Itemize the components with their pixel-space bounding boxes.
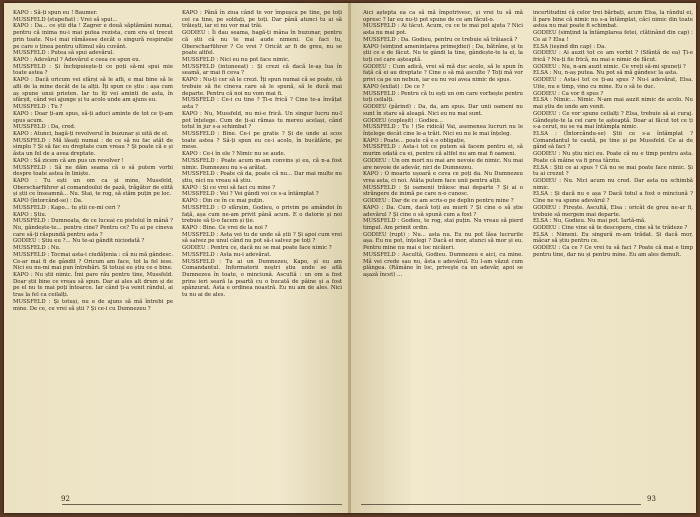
dialogue-paragraph: GODIEU : Ce vor spune ceilalți ? Elsa, trebuie să ai curaj. Gândește-te la cei care te așteaptă. Doar ai făcut tot ce ți s-a cerut, nu se va mai întâmpla nimic. bbox=[533, 110, 693, 131]
dialogue-paragraph: KAPO : Dacă oricum vei sfârși să le afli, e mai bine să le afli de la mine decât de la alții. Îți spun ce știu : așa cum aș spune unui prieten. Iar tu îți vei aminti de asta, în sfârșit, când vei ajunge și tu acolo unde am ajuns eu. bbox=[13, 77, 173, 104]
dialogue-paragraph: Aici aștepta ea ca să mă împotrivesc, și vrei tu să mă opresc ? Iar eu nu-ți pot spune de ce am făcut-o. bbox=[363, 10, 523, 23]
dialogue-paragraph: GODIEU (copleșit) : Godieu... bbox=[363, 117, 443, 124]
dialogue-paragraph: MUSSFELD : Da, cred. bbox=[13, 124, 76, 131]
dialogue-paragraph: ELSA : (Întorcându-se) Știi ce s-a întâmplat ? Comandantul te caută, pe tine și pe Mussfeld. Ce ai de gând să faci ? bbox=[533, 130, 693, 151]
dialogue-paragraph: KAPO : Să-ți spun eu ! Baumer. bbox=[13, 10, 98, 16]
dialogue-paragraph: GODIEU : Un om mort nu mai are nevoie de nimic. Nu mai are nevoie de adevăr, nici de Dumnezeu. bbox=[363, 157, 523, 171]
dialogue-paragraph: MUSSFELD : Poate că da, poate că nu... Dar mai multe nu știu, nici nu vreau să știu. bbox=[182, 171, 342, 184]
dialogue-paragraph: MUSSFELD (intuneeat) : Și crezi că dacă le-aș lua în seamă, ar mai fi ceva ? bbox=[182, 63, 342, 77]
page-number-right: 93 bbox=[647, 495, 656, 503]
dialogue-paragraph: MUSSFELD : Kapo... tu știi ce-mi ceri ? bbox=[13, 204, 121, 211]
left-page bbox=[4, 3, 349, 513]
dialogue-paragraph: ELSA : Și dacă nu e așa ? Dacă totul a fost o minciună ? Cine ne va spune adevărul ? bbox=[533, 191, 693, 205]
footer-rule-right bbox=[361, 504, 641, 505]
dialogue-paragraph: MUSSFELD : Ce-i cu tine ? Ți-e frică ? Cine te-a învățat asta ? bbox=[182, 97, 342, 111]
dialogue-paragraph: incertitudini că celor trei bărbați, acum Elsa, la rândul ei, îi pare bine că nimic nu s-a întâmplat, căci nimic din toate astea nu mai poate fi schimbat. bbox=[533, 10, 693, 30]
dialogue-paragraph: MUSSFELD : Ascultă, Godieu. Dumnezeu e aici, cu mine. Mă vei crede sau nu, ăsta e adevărul. Eu l-am văzut cum plângea. (Rămâne în loc, priveşte ca un adevăr, apoi se aşază încet) ... bbox=[363, 251, 523, 279]
dialogue-paragraph: KAPO : Și ce vrei să faci cu mine ? bbox=[182, 184, 276, 191]
dialogue-paragraph: KAPO : Adevărul ? Adevărul e ceea ce spun eu. bbox=[13, 57, 141, 64]
right-page-column-1 bbox=[363, 10, 523, 279]
dialogue-paragraph: GODIEU : Știu eu ?... Nu te-ai gândit niciodată ? bbox=[13, 238, 145, 245]
dialogue-paragraph: ELSA : Nu, n-aș putea. Nu pot să mă gândesc la asta. bbox=[533, 70, 678, 77]
dialogue-paragraph: ELSA (ieșind din cap) : Da. bbox=[533, 43, 606, 50]
left-page-column-2 bbox=[182, 10, 342, 299]
dialogue-paragraph: GODIEU : Nu, n-am auzit nimic. Ce vreți să-mi spuneți ? bbox=[533, 63, 686, 70]
dialogue-paragraph: MUSSFELD : Asta vei tu de unde să știi ? Și apoi cum vrei să salvez pe unul când nu pot să-i salvez pe toți ? bbox=[182, 231, 342, 245]
dialogue-paragraph: KAPO : Să zicem că am pus un revolver ! bbox=[13, 157, 124, 164]
page-number-left: 92 bbox=[61, 495, 70, 503]
dialogue-paragraph: GODIEU : Pentru ce, dacă nu se mai poate face nimic ? bbox=[182, 245, 332, 252]
left-page-column-1 bbox=[13, 10, 173, 312]
dialogue-paragraph: GODIEU : Ai auzit tot ce am vorbit ? (Sfântă de ea) Ți-e frică ? Nu-ți fie frică, nu mai e nimic de făcut. bbox=[533, 50, 693, 64]
dialogue-paragraph: MUSSFELD : Dumneata, de ce luceai cu pistolul în mână ? Nu, gândește-te... pentru cine? Pentru ce? Tu ai pe cineva care să-ți răspundă pentru asta ? bbox=[13, 218, 173, 238]
dialogue-paragraph: MUSSFELD : Tocmai asta-i ciudățenia : că nu mă gândesc. Ce-ar mai fi de gândit ? Oricum am face, tot la fel iese. Nici eu nu-mi mai pun întrebări. Și totuși eu știu ce e bine. bbox=[13, 251, 173, 272]
dialogue-paragraph: MUSSFELD : Asta-i tot ce putem să facem pentru ei, să murim odată cu ei, pentru că altfel nu am mai fi oameni. bbox=[363, 144, 523, 158]
dialogue-paragraph: GODIEU : Ca ce ? Ce vrei tu să faci ? Poate că mai e timp pentru tine, dar nu și pentru mine. Eu am ales demult. bbox=[533, 245, 693, 258]
dialogue-paragraph: KAPO : Ce-i în ele ? Nimic nu se aude. bbox=[182, 151, 286, 158]
dialogue-paragraph: MUSSFELD : Godieu, te rog, stai puțin. Nu vreau să pierd timpul. Am primit ordin. bbox=[363, 218, 523, 231]
dialogue-paragraph: MUSSFELD : Putea să spui adevărul. bbox=[13, 50, 115, 57]
dialogue-paragraph: MUSSFELD : Asta nu-i adevărat. bbox=[182, 251, 272, 258]
dialogue-paragraph: ELSA : Nimic... Nimic. N-am mai auzit nimic de acolo. Nu mai știu de unde am venit. bbox=[533, 97, 693, 111]
dialogue-paragraph: GODIEU : Cine vine să te descopere, cine să te trădeze ? bbox=[533, 225, 688, 231]
dialogue-paragraph: MUSSFELD : Nici eu nu pot face nimic. bbox=[182, 57, 290, 64]
dialogue-paragraph: KAPO : Da. Cum, dacă toți au murit ? Și cine o să știe adevărul ? Și cine o să spună cum a fost ? bbox=[363, 204, 523, 218]
dialogue-paragraph: ELSA : Știi ce ai spus ? Că nu se mai poate face nimic. Și tu ai crezut ? bbox=[533, 164, 693, 178]
dialogue-paragraph: MUSSFELD : Ai tăcut. Acum, cu ce te mai pot ajuta ? Nici asta nu mai pot. bbox=[363, 23, 523, 37]
dialogue-paragraph: KAPO : Doar ți-am spus, să-ți aduci aminte de tot ce ți-am spus acum. bbox=[13, 110, 173, 124]
dialogue-paragraph: MUSSFELD : Și oamenii trăiesc mai departe ? Și ai o strângere de inimă pe care n-o cunosc. bbox=[363, 184, 523, 198]
footer-rule bbox=[62, 504, 342, 505]
dialogue-paragraph: KAPO : Nu, Mussfeld, nu mi-e frică. Un singur lucru nu-l pot înțelege. Cum de ți-ai rămas tu mereu același, când totul în jur s-a schimbat ? bbox=[182, 110, 342, 131]
dialogue-paragraph: KAPO : Tu ești un om ca și mine, Mussfeld, Oberscharführer al comandoului de pază, trăgător de elită și știi ce înseamnă... Nu. Stai, te rog, să stăm puțin pe loc. bbox=[13, 177, 173, 198]
dialogue-paragraph: MUSSFELD : Și totuși, nu e de ajuns să mă întrebi pe mine. De ce, ce vrei să știi ? Și ce-i cu Dumnezeu ? bbox=[13, 298, 173, 312]
right-page-column-2 bbox=[533, 10, 693, 259]
dialogue-paragraph: GODIEU : Nu știu nici eu. Poate că nu e timp pentru asta. Poate că mâine va fi prea târziu. bbox=[533, 151, 693, 164]
dialogue-paragraph: GODIEU : Nu. Nici acum nu cred. Dar asta nu schimbă nimic. bbox=[533, 177, 693, 191]
dialogue-paragraph: MUSSFELD : Vei ? Vei gândi voi ce s-a întâmplat ? bbox=[182, 191, 319, 198]
dialogue-paragraph: KAPO (exilat) : De ce ? bbox=[363, 83, 425, 90]
dialogue-paragraph: MUSSFELD : Tu ! (Se ridică) Vai, asemenea lucruri nu le înțelege decât cine le-a trăit. Nici eu nu le mai înțeleg. bbox=[363, 124, 523, 137]
dialogue-paragraph: MUSSFELD : Poate acum m-am convins și eu, că n-a fost nimic. Dumnezeu nu s-a arătat. bbox=[182, 157, 342, 171]
dialogue-paragraph: KAPO (întorcând-se) : Da. bbox=[13, 198, 83, 205]
dialogue-paragraph: MUSSFELD (stupefiat) : Vrei să spui... bbox=[13, 16, 118, 23]
dialogue-paragraph: MUSSFELD : Bine. Ce-i pe gratis ? Și de unde ai scos toate astea ? Să-ți spun eu ce-i acolo, în bucătărie, pe mese. bbox=[182, 130, 342, 151]
dialogue-paragraph: ELSA : Nimeni. Eu singură m-am trădat. Și dacă mor, măcar să știu pentru ce. bbox=[533, 231, 693, 245]
dialogue-paragraph: GODIEU : Îi dau seama, bagă-ți mâna în buzunar, pentru că știi că nu te mai aude nimeni. Ce faci tu, Oberscharführer ? Ce vrei ? Oricât ar fi de greu, nu se poate altfel. bbox=[182, 30, 342, 57]
open-book bbox=[4, 3, 696, 513]
dialogue-paragraph: MUSSFELD : Mă lăsați numai : de ce să nu fac atât de simplu ? Și să fac eu dreptate cum vreau ? Și poate că e și ăsta un fel de a avea dreptate. bbox=[13, 137, 173, 158]
dialogue-paragraph: KAPO : Nu știi nimic. Îmi pare rău pentru tine, Mussfeld. Doar știi bine ce vreau să spun. Dar ai ales alt drum și de pe el nu te mai poți întoarce. Iar când ți-a venit rândul, ai tras la fel ca ceilalți. bbox=[13, 272, 173, 299]
dialogue-paragraph: KAPO : Știu. bbox=[13, 211, 47, 218]
dialogue-paragraph: MUSSFELD : O sfârșim, Godieu, o privim pe amândoi în față, așa cum ne-am privit până acum. E o datorie și noi trebuie să ți-o facem și ție. bbox=[182, 204, 342, 225]
dialogue-paragraph: MUSSFELD : Tu ? bbox=[13, 104, 63, 111]
dialogue-paragraph: GODIEU (simțind la întâmplarea fetei, clătinând din cap) : Ce ai ? Elsa ! bbox=[533, 30, 693, 43]
dialogue-paragraph: MUSSFELD : Nu. bbox=[13, 245, 61, 252]
dialogue-paragraph: GODIEU : Firește. Ascultă, Elsa : oricât de greu ne-ar fi, trebuie să mergem mai departe. bbox=[533, 204, 693, 218]
dialogue-paragraph: KAPO : Atunci, bagă-ți revolverul în buzunar și uită de el. bbox=[13, 130, 169, 137]
dialogue-paragraph: KAPO : O moarte ușoară e ceva ce poți da. Nu Dumnezeu vrea asta, ci noi. Atâta putem face unii pentru alții. bbox=[363, 171, 523, 184]
dialogue-paragraph: ELSA : Nu, Godieu. Nu mai pot. Iartă-mă. bbox=[533, 218, 646, 225]
dialogue-paragraph: KAPO : Din ce în ce mai puțin. bbox=[182, 198, 265, 205]
dialogue-paragraph: MUSSFELD : Să ne dăm seama că o să putem vorbi despre toate astea în liniște. bbox=[13, 164, 173, 178]
right-page bbox=[351, 3, 696, 513]
dialogue-paragraph: KAPO : Poate... poate că e o obligație. bbox=[363, 137, 466, 144]
dialogue-paragraph: GODIEU : Cum adică, vrei să mă duc acolo, să le spun în față că ei au dreptate ? Cine o să mă asculte ? Toți mă vor privi ca pe un nebun, iar eu nu voi avea nimic de spus. bbox=[363, 63, 523, 84]
dialogue-paragraph: GODIEU : Asta-i tot ce ți-au spus ? Nu-i adevărat, Elsa. Uite, nu e timp, vino cu mine. Eu o să te duc. bbox=[533, 77, 693, 90]
dialogue-paragraph: GODIEU : Ca vor fi spus ? bbox=[533, 90, 604, 97]
dialogue-paragraph: KAPO (simțind amenințarea primejdiei) : Da, bătrâne, și tu știi ce e de făcut. Nu te gândi la tine, gândește-te la ei, la toți cei care așteaptă. bbox=[363, 43, 523, 64]
dialogue-paragraph: MUSSFELD : Da. Godieu, pentru ce trebuie să trăiască ? bbox=[363, 36, 518, 43]
dialogue-paragraph: MUSSFELD : Tu ai un Dumnezeu, Kapo, și eu am Comandantul. Informatorii noștri știu unde se află Dumnezeu în toate, o minciună. Ascultă : un om a fost prins ieri seară la poartă cu o bucată de pâine și a fost spânzurat. Asta e ordinea noastră. Eu nu am de ales. Nici tu nu ai de ales. bbox=[182, 258, 342, 299]
dialogue-paragraph: GODIEU : Dar de ce am scris-o pe deplin pentru mine ? bbox=[363, 198, 514, 205]
dialogue-paragraph: GODIEU (părind) : Da, da, am spus. Dar unii oameni nu sunt în stare să aleagă. Nici eu nu mai sunt. bbox=[363, 104, 523, 117]
dialogue-paragraph: MUSSFELD : Și închipuiește-ți ce poți să-mi spui mie toate astea ? bbox=[13, 63, 173, 77]
dialogue-paragraph: KAPO : Până în ziua când te vor împușca pe tine, pe toți cei ca tine, pe soldați, pe toți. Dar până atunci tu ai să trăiești, iar ei nu vor mai trăi. bbox=[182, 10, 342, 30]
dialogue-paragraph: KAPO : Nu-ți cer să le crezi. Îți spun numai că se poate, că trebuie să fie cineva care să le spună, să le ducă mai departe. Pentru că noi nu vom mai fi. bbox=[182, 77, 342, 97]
dialogue-paragraph: KAPO : Bine. Ce vrei de la noi ? bbox=[182, 225, 268, 231]
dialogue-paragraph: MUSSFELD : Pentru că tu ești un om care vorbește pentru toți ceilalți. bbox=[363, 90, 523, 104]
dialogue-paragraph: GODIEU (rupt) : Nu... asta nu. Eu nu pot lăsa lucrurile așa. Eu nu pot, înțelegi ? Dacă ei mor, atunci să mor și eu. Pentru mine nu mai e loc nicăieri. bbox=[363, 231, 523, 252]
dialogue-paragraph: KAPO : Da... ce știi dta ! Zagrer e două săptămâni numai, pentru că inima nu-i mai putea rezista, cum era el trecut prin toate. Nu-i mai rămăsese decât o singură respirație pe care o ținea pentru ultimul său cuvânt. bbox=[13, 23, 173, 50]
